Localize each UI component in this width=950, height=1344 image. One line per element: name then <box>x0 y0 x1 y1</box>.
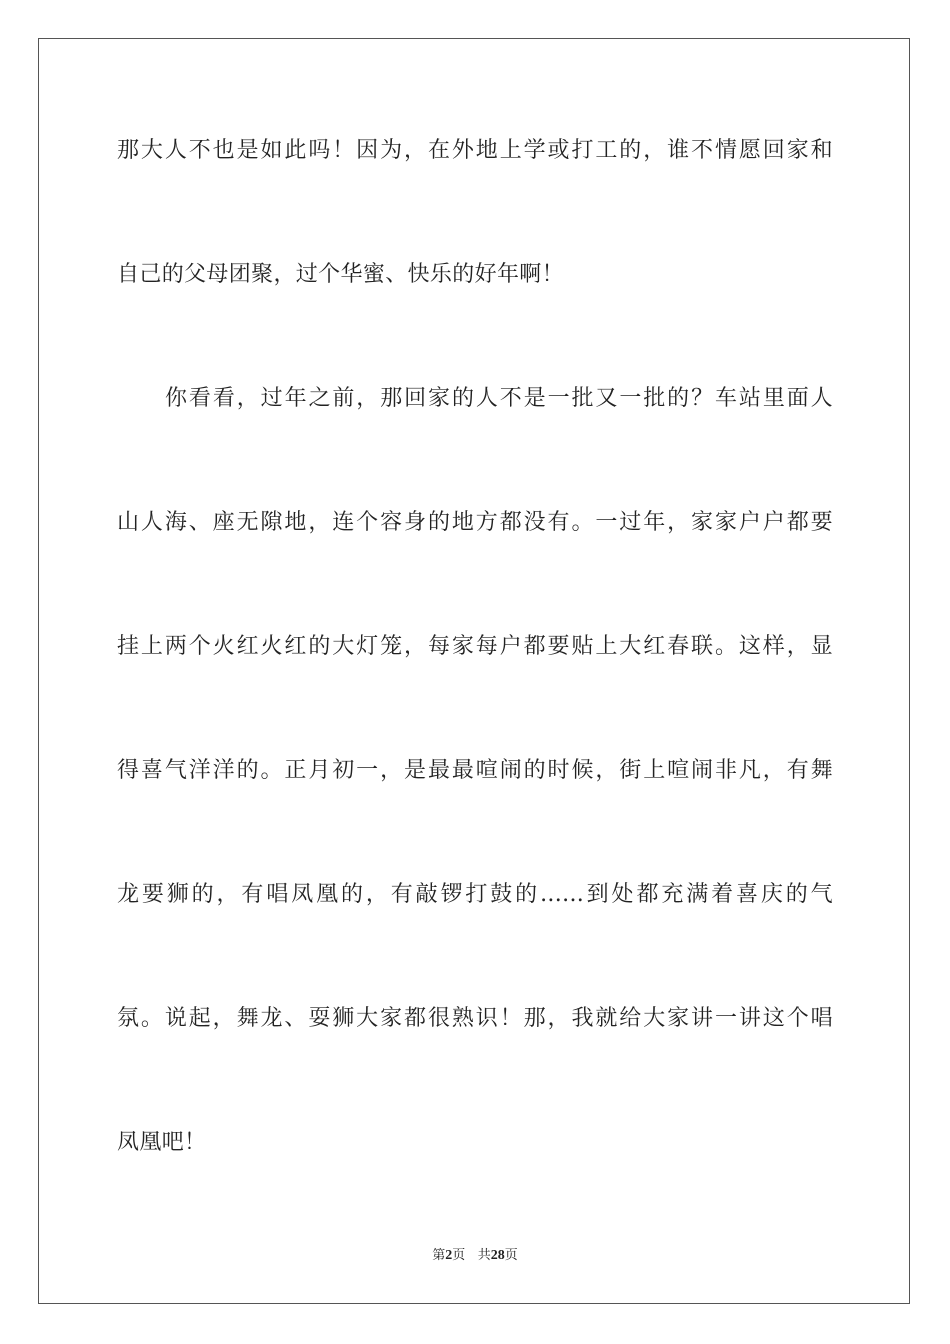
paragraph-line: 自己的父母团聚，过个华蜜、快乐的好年啊！ <box>117 262 565 287</box>
total-suffix: 页 <box>504 1248 518 1263</box>
page-number: 2 <box>445 1248 453 1263</box>
paragraph-line: 山人海、座无隙地，连个容身的地方都没有。一过年，家家户户都要 <box>117 510 833 535</box>
total-prefix: 共 <box>477 1248 491 1263</box>
paragraph-line: 那大人不也是如此吗！因为，在外地上学或打工的，谁不情愿回家和 <box>117 138 833 163</box>
paragraph-line: 挂上两个火红火红的大灯笼，每家每户都要贴上大红春联。这样，显 <box>117 634 833 659</box>
page-border <box>38 38 910 1304</box>
total-pages: 28 <box>490 1248 505 1263</box>
paragraph-line: 得喜气洋洋的。正月初一，是最最喧闹的时候，街上喧闹非凡，有舞 <box>117 758 833 783</box>
page-footer <box>0 1248 950 1264</box>
paragraph-line: 氛。说起，舞龙、耍狮大家都很熟识！那，我就给大家讲一讲这个唱 <box>117 1006 833 1031</box>
paragraph-line: 你看看，过年之前，那回家的人不是一批又一批的？车站里面人 <box>165 386 833 411</box>
page-suffix: 页 <box>452 1248 466 1263</box>
page-prefix: 第 <box>432 1248 446 1263</box>
paragraph-line: 龙要狮的，有唱凤凰的，有敲锣打鼓的......到处都充满着喜庆的气 <box>117 882 833 907</box>
paragraph-line: 凤凰吧！ <box>117 1130 207 1155</box>
